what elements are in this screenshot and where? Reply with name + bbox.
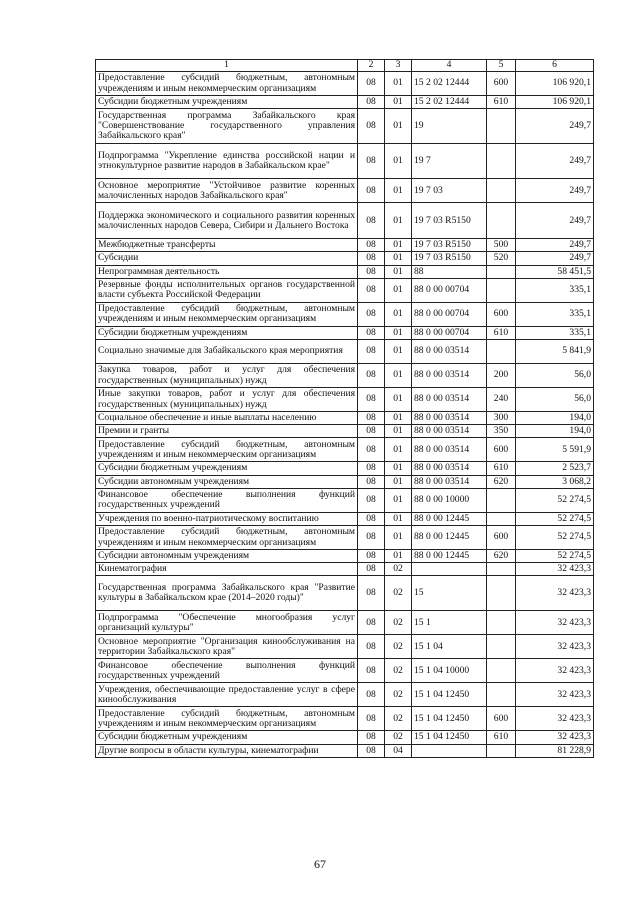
section-code-cell: 08: [358, 563, 385, 576]
table-row: [96, 109, 594, 144]
section-code-cell: 08: [358, 144, 385, 179]
row-name-cell: Иные закупки товаров, работ и услуг для обеспечения государственных (муниципальных) нужд: [96, 388, 358, 412]
section-code-cell: 08: [358, 462, 385, 475]
amount-cell: 249,7: [516, 144, 594, 179]
amount-cell: 32 423,3: [516, 576, 594, 611]
section-code-cell: 08: [358, 635, 385, 659]
subsection-code-cell: 01: [385, 462, 412, 475]
section-code-cell: 08: [358, 611, 385, 635]
header-row: [96, 60, 594, 72]
amount-cell: 5 591,9: [516, 438, 594, 462]
target-article-cell: [412, 744, 487, 757]
amount-cell: 335,1: [516, 278, 594, 302]
expense-type-cell: [487, 563, 516, 576]
subsection-code-cell: 01: [385, 412, 412, 425]
target-article-cell: 88 0 00 00704: [412, 278, 487, 302]
expense-type-cell: 610: [487, 326, 516, 339]
table-row: [96, 707, 594, 731]
subsection-code-cell: 02: [385, 707, 412, 731]
subsection-code-cell: 01: [385, 326, 412, 339]
expense-type-cell: [487, 179, 516, 203]
section-code-cell: 08: [358, 576, 385, 611]
amount-cell: 335,1: [516, 326, 594, 339]
expense-type-cell: [487, 488, 516, 512]
amount-cell: 56,0: [516, 364, 594, 388]
expense-type-cell: 620: [487, 475, 516, 488]
expense-type-cell: 350: [487, 425, 516, 438]
amount-cell: 2 523,7: [516, 462, 594, 475]
section-code-cell: 08: [358, 425, 385, 438]
subsection-code-cell: 01: [385, 144, 412, 179]
expense-type-cell: [487, 512, 516, 525]
subsection-code-cell: 04: [385, 744, 412, 757]
subsection-code-cell: 01: [385, 550, 412, 563]
target-article-cell: 88: [412, 265, 487, 278]
row-name-cell: Поддержка экономического и социального развития коренных малочисленных народов Севера, Сибири и Дальнего Востока: [96, 203, 358, 239]
amount-cell: 249,7: [516, 179, 594, 203]
subsection-code-cell: 01: [385, 96, 412, 109]
expense-type-cell: [487, 265, 516, 278]
table-row: [96, 550, 594, 563]
section-code-cell: 08: [358, 239, 385, 252]
row-name-cell: Финансовое обеспечение выполнения функций государственных учреждений: [96, 488, 358, 512]
row-name-cell: Другие вопросы в области культуры, кинематографии: [96, 744, 358, 757]
subsection-code-cell: 01: [385, 512, 412, 525]
row-name-cell: Основное мероприятие "Организация кинообслуживания на территории Забайкальского края": [96, 635, 358, 659]
subsection-code-cell: 02: [385, 635, 412, 659]
section-code-cell: 08: [358, 96, 385, 109]
expense-type-cell: [487, 683, 516, 707]
target-article-cell: 88 0 00 00704: [412, 302, 487, 326]
table-row: [96, 364, 594, 388]
page-number: 67: [314, 857, 326, 871]
row-name-cell: Межбюджетные трансферты: [96, 239, 358, 252]
section-code-cell: 08: [358, 412, 385, 425]
amount-cell: 32 423,3: [516, 635, 594, 659]
subsection-code-cell: 02: [385, 659, 412, 683]
target-article-cell: 15 1 04: [412, 635, 487, 659]
section-code-cell: 08: [358, 388, 385, 412]
table-row: [96, 635, 594, 659]
section-code-cell: 08: [358, 707, 385, 731]
expense-type-cell: 620: [487, 550, 516, 563]
row-name-cell: Закупка товаров, работ и услуг для обеспечения государственных (муниципальных) нужд: [96, 364, 358, 388]
expense-type-cell: 610: [487, 96, 516, 109]
target-article-cell: 15: [412, 576, 487, 611]
header-cell-1: 1: [96, 60, 358, 72]
header-cell-2: 2: [358, 60, 385, 72]
row-name-cell: Предоставление субсидий бюджетным, автономным учреждениям и иным некоммерческим организациям: [96, 302, 358, 326]
target-article-cell: 19: [412, 109, 487, 144]
target-article-cell: 88 0 00 03514: [412, 425, 487, 438]
table-row: [96, 302, 594, 326]
table-row: [96, 265, 594, 278]
row-name-cell: Финансовое обеспечение выполнения функций государственных учреждений: [96, 659, 358, 683]
expense-type-cell: 200: [487, 364, 516, 388]
subsection-code-cell: 01: [385, 265, 412, 278]
expense-type-cell: [487, 635, 516, 659]
table-row: [96, 239, 594, 252]
expense-type-cell: [487, 203, 516, 239]
amount-cell: 106 920,1: [516, 72, 594, 96]
expense-type-cell: 600: [487, 526, 516, 550]
table-row: [96, 72, 594, 96]
target-article-cell: 88 0 00 00704: [412, 326, 487, 339]
budget-table: [95, 59, 594, 758]
row-name-cell: Основное мероприятие "Устойчивое развитие коренных малочисленных народов Забайкальского края": [96, 179, 358, 203]
subsection-code-cell: 01: [385, 488, 412, 512]
table-row: [96, 576, 594, 611]
row-name-cell: Предоставление субсидий бюджетным, автономным учреждениям и иным некоммерческим организациям: [96, 707, 358, 731]
row-name-cell: Кинематография: [96, 563, 358, 576]
amount-cell: 32 423,3: [516, 611, 594, 635]
row-name-cell: Социальное обеспечение и иные выплаты населению: [96, 412, 358, 425]
row-name-cell: Государственная программа Забайкальского края "Совершенствование государственного управления Забайкальского края": [96, 109, 358, 144]
table-row: [96, 203, 594, 239]
target-article-cell: 88 0 00 03514: [412, 412, 487, 425]
row-name-cell: Подпрограмма "Укрепление единства российской нации и этнокультурное развитие народов в Забайкальском крае": [96, 144, 358, 179]
subsection-code-cell: 01: [385, 252, 412, 265]
table-row: [96, 563, 594, 576]
subsection-code-cell: 02: [385, 683, 412, 707]
row-name-cell: Учреждения, обеспечивающие предоставление услуг в сфере кинообслуживания: [96, 683, 358, 707]
amount-cell: 249,7: [516, 252, 594, 265]
table-row: [96, 252, 594, 265]
expense-type-cell: 600: [487, 72, 516, 96]
target-article-cell: 19 7 03 R5150: [412, 252, 487, 265]
expense-type-cell: 500: [487, 239, 516, 252]
section-code-cell: 08: [358, 475, 385, 488]
subsection-code-cell: 01: [385, 179, 412, 203]
amount-cell: 5 841,9: [516, 340, 594, 364]
section-code-cell: 08: [358, 203, 385, 239]
section-code-cell: 08: [358, 550, 385, 563]
subsection-code-cell: 01: [385, 278, 412, 302]
table-row: [96, 475, 594, 488]
target-article-cell: 15 1: [412, 611, 487, 635]
expense-type-cell: [487, 109, 516, 144]
table-row: [96, 683, 594, 707]
row-name-cell: Предоставление субсидий бюджетным, автономным учреждениям и иным некоммерческим организациям: [96, 72, 358, 96]
target-article-cell: 88 0 00 03514: [412, 438, 487, 462]
subsection-code-cell: 01: [385, 425, 412, 438]
amount-cell: 52 274,5: [516, 512, 594, 525]
amount-cell: 58 451,5: [516, 265, 594, 278]
amount-cell: 249,7: [516, 203, 594, 239]
table-row: [96, 744, 594, 757]
target-article-cell: 88 0 00 03514: [412, 364, 487, 388]
expense-type-cell: 600: [487, 438, 516, 462]
amount-cell: 106 920,1: [516, 96, 594, 109]
amount-cell: 3 068,2: [516, 475, 594, 488]
expense-type-cell: [487, 659, 516, 683]
table-row: [96, 488, 594, 512]
subsection-code-cell: 01: [385, 526, 412, 550]
section-code-cell: 08: [358, 731, 385, 744]
section-code-cell: 08: [358, 302, 385, 326]
target-article-cell: 88 0 00 12445: [412, 512, 487, 525]
expense-type-cell: 610: [487, 462, 516, 475]
row-name-cell: Премии и гранты: [96, 425, 358, 438]
amount-cell: 249,7: [516, 239, 594, 252]
section-code-cell: 08: [358, 326, 385, 339]
table-row: [96, 340, 594, 364]
expense-type-cell: 600: [487, 707, 516, 731]
section-code-cell: 08: [358, 72, 385, 96]
target-article-cell: 88 0 00 03514: [412, 475, 487, 488]
row-name-cell: Учреждения по военно-патриотическому воспитанию: [96, 512, 358, 525]
subsection-code-cell: 02: [385, 576, 412, 611]
expense-type-cell: 240: [487, 388, 516, 412]
expense-type-cell: [487, 144, 516, 179]
subsection-code-cell: 01: [385, 364, 412, 388]
header-cell-5: 5: [487, 60, 516, 72]
subsection-code-cell: 01: [385, 475, 412, 488]
target-article-cell: 88 0 00 03514: [412, 340, 487, 364]
row-name-cell: Подпрограмма "Обеспечение многообразия услуг организаций культуры": [96, 611, 358, 635]
target-article-cell: 15 2 02 12444: [412, 96, 487, 109]
table-row: [96, 388, 594, 412]
budget-table-body: [96, 60, 594, 758]
section-code-cell: 08: [358, 744, 385, 757]
section-code-cell: 08: [358, 364, 385, 388]
row-name-cell: Предоставление субсидий бюджетным, автономным учреждениям и иным некоммерческим организациям: [96, 438, 358, 462]
table-row: [96, 438, 594, 462]
subsection-code-cell: 01: [385, 302, 412, 326]
amount-cell: 194,0: [516, 412, 594, 425]
amount-cell: 81 228,9: [516, 744, 594, 757]
subsection-code-cell: 01: [385, 239, 412, 252]
section-code-cell: 08: [358, 488, 385, 512]
target-article-cell: 15 1 04 12450: [412, 683, 487, 707]
table-row: [96, 526, 594, 550]
subsection-code-cell: 02: [385, 611, 412, 635]
subsection-code-cell: 02: [385, 731, 412, 744]
expense-type-cell: 520: [487, 252, 516, 265]
amount-cell: 32 423,3: [516, 731, 594, 744]
row-name-cell: Социально значимые для Забайкальского края мероприятия: [96, 340, 358, 364]
table-row: [96, 659, 594, 683]
table-row: [96, 96, 594, 109]
row-name-cell: Субсидии бюджетным учреждениям: [96, 326, 358, 339]
subsection-code-cell: 01: [385, 388, 412, 412]
row-name-cell: Государственная программа Забайкальского края "Развитие культуры в Забайкальском крае (2014–2020 годы)": [96, 576, 358, 611]
amount-cell: 32 423,3: [516, 659, 594, 683]
row-name-cell: Субсидии: [96, 252, 358, 265]
section-code-cell: 08: [358, 438, 385, 462]
table-row: [96, 425, 594, 438]
expense-type-cell: [487, 611, 516, 635]
row-name-cell: Субсидии автономным учреждениям: [96, 550, 358, 563]
expense-type-cell: [487, 744, 516, 757]
table-row: [96, 731, 594, 744]
table-row: [96, 512, 594, 525]
subsection-code-cell: 02: [385, 563, 412, 576]
expense-type-cell: [487, 278, 516, 302]
subsection-code-cell: 01: [385, 109, 412, 144]
expense-type-cell: [487, 340, 516, 364]
subsection-code-cell: 01: [385, 438, 412, 462]
amount-cell: 52 274,5: [516, 488, 594, 512]
expense-type-cell: 610: [487, 731, 516, 744]
table-row: [96, 462, 594, 475]
amount-cell: 335,1: [516, 302, 594, 326]
table-row: [96, 611, 594, 635]
target-article-cell: 15 2 02 12444: [412, 72, 487, 96]
subsection-code-cell: 01: [385, 340, 412, 364]
target-article-cell: 88 0 00 10000: [412, 488, 487, 512]
table-row: [96, 326, 594, 339]
section-code-cell: 08: [358, 265, 385, 278]
row-name-cell: Субсидии бюджетным учреждениям: [96, 96, 358, 109]
expense-type-cell: 300: [487, 412, 516, 425]
section-code-cell: 08: [358, 659, 385, 683]
header-cell-6: 6: [516, 60, 594, 72]
row-name-cell: Субсидии бюджетным учреждениям: [96, 462, 358, 475]
target-article-cell: 88 0 00 12445: [412, 526, 487, 550]
row-name-cell: Субсидии автономным учреждениям: [96, 475, 358, 488]
amount-cell: 32 423,3: [516, 707, 594, 731]
amount-cell: 32 423,3: [516, 683, 594, 707]
section-code-cell: 08: [358, 109, 385, 144]
amount-cell: 249,7: [516, 109, 594, 144]
subsection-code-cell: 01: [385, 72, 412, 96]
section-code-cell: 08: [358, 252, 385, 265]
expense-type-cell: [487, 576, 516, 611]
row-name-cell: Непрограммная деятельность: [96, 265, 358, 278]
section-code-cell: 08: [358, 179, 385, 203]
amount-cell: 52 274,5: [516, 526, 594, 550]
section-code-cell: 08: [358, 512, 385, 525]
table-row: [96, 412, 594, 425]
section-code-cell: 08: [358, 526, 385, 550]
target-article-cell: 88 0 00 03514: [412, 462, 487, 475]
subsection-code-cell: 01: [385, 203, 412, 239]
amount-cell: 32 423,3: [516, 563, 594, 576]
header-cell-4: 4: [412, 60, 487, 72]
target-article-cell: 15 1 04 12450: [412, 731, 487, 744]
table-row: [96, 144, 594, 179]
target-article-cell: [412, 563, 487, 576]
target-article-cell: 88 0 00 12445: [412, 550, 487, 563]
row-name-cell: Субсидии бюджетным учреждениям: [96, 731, 358, 744]
target-article-cell: 19 7 03 R5150: [412, 239, 487, 252]
target-article-cell: 19 7: [412, 144, 487, 179]
amount-cell: 52 274,5: [516, 550, 594, 563]
row-name-cell: Резервные фонды исполнительных органов государственной власти субъекта Российской Федерации: [96, 278, 358, 302]
amount-cell: 194,0: [516, 425, 594, 438]
expense-type-cell: 600: [487, 302, 516, 326]
target-article-cell: 88 0 00 03514: [412, 388, 487, 412]
target-article-cell: 15 1 04 12450: [412, 707, 487, 731]
header-cell-3: 3: [385, 60, 412, 72]
section-code-cell: 08: [358, 683, 385, 707]
table-row: [96, 278, 594, 302]
target-article-cell: 15 1 04 10000: [412, 659, 487, 683]
amount-cell: 56,0: [516, 388, 594, 412]
section-code-cell: 08: [358, 278, 385, 302]
section-code-cell: 08: [358, 340, 385, 364]
target-article-cell: 19 7 03: [412, 179, 487, 203]
table-row: [96, 179, 594, 203]
row-name-cell: Предоставление субсидий бюджетным, автономным учреждениям и иным некоммерческим организациям: [96, 526, 358, 550]
target-article-cell: 19 7 03 R5150: [412, 203, 487, 239]
